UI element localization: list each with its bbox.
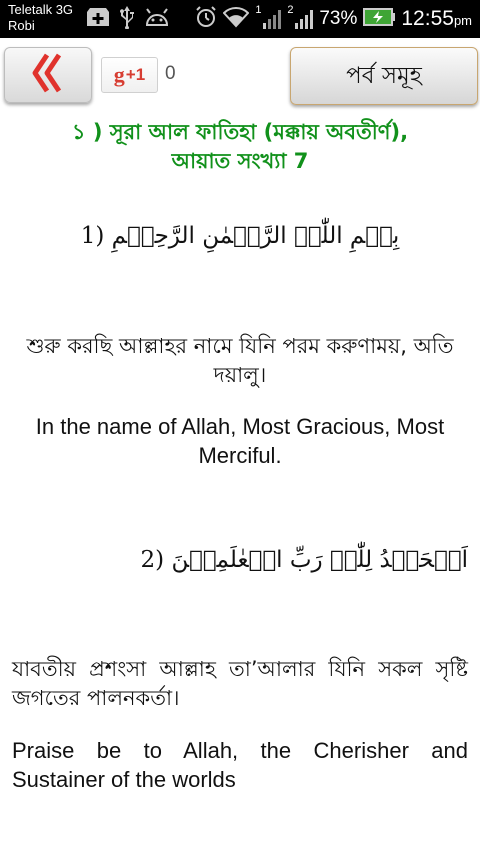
battery-percent: 73% <box>319 8 358 29</box>
verse-2-english: Praise be to Allah, the Cherisher and Sustainer of the worlds <box>12 738 468 792</box>
alarm-icon <box>195 6 217 33</box>
clock <box>401 7 472 31</box>
verse-1-bengali: শুরু করছি আল্লাহর নামে যিনি পরম করুণাময়, অতি দয়ালু। <box>26 334 454 387</box>
sim1-label: 1 <box>255 4 262 16</box>
clock-time: 12:55 <box>401 7 454 30</box>
surah-title-line1: ১ ) সূরা আল ফাতিহা (মক্কায় অবতীর্ণ), <box>71 120 409 144</box>
gplus-button[interactable] <box>101 57 158 93</box>
verse-2-arabic: اَلۡحَمۡدُ لِلّٰہِ رَبِّ الۡعٰلَمِیۡنَ (2 <box>140 547 468 573</box>
app-bar <box>0 38 480 114</box>
gplus-count: 0 <box>165 63 176 84</box>
carrier-line1: Teletalk 3G <box>8 2 74 17</box>
wifi-icon <box>223 6 249 33</box>
status-bar <box>0 0 480 38</box>
back-button[interactable] <box>4 47 92 103</box>
surah-title <box>10 118 470 176</box>
verse-2-bengali: যাবতীয় প্রশংসা আল্লাহ তা’আলার যিনি সকল সৃষ্টি জগতের পালনকর্তা। <box>12 657 468 710</box>
surah-title-line2: আয়াত সংখ্যা 7 <box>171 149 309 173</box>
gplus-label: g <box>113 62 125 87</box>
double-chevron-left-icon <box>31 53 65 97</box>
verse-1-arabic: بِسۡمِ اللّٰہِ الرَّحۡمٰنِ الرَّحِیۡمِ (1 <box>80 223 400 249</box>
signal-1-icon <box>255 4 281 31</box>
chapters-button[interactable]: পর্ব সমূহ <box>290 47 478 105</box>
sim2-label: 2 <box>287 4 294 16</box>
gplus-suffix: +1 <box>125 65 146 84</box>
verse-content[interactable] <box>0 114 480 854</box>
android-debug-icon <box>144 7 170 31</box>
usb-icon <box>118 5 136 33</box>
signal-2-icon <box>287 4 313 31</box>
carrier-line2: Robi <box>8 18 35 33</box>
clock-ampm: pm <box>453 13 472 28</box>
carrier-label <box>8 2 73 34</box>
status-right <box>195 4 472 34</box>
battery-charging-icon <box>363 8 395 31</box>
notification-icons <box>86 6 178 32</box>
verse-1-english: In the name of Allah, Most Gracious, Most Merciful. <box>35 414 445 468</box>
add-icon <box>86 6 110 32</box>
